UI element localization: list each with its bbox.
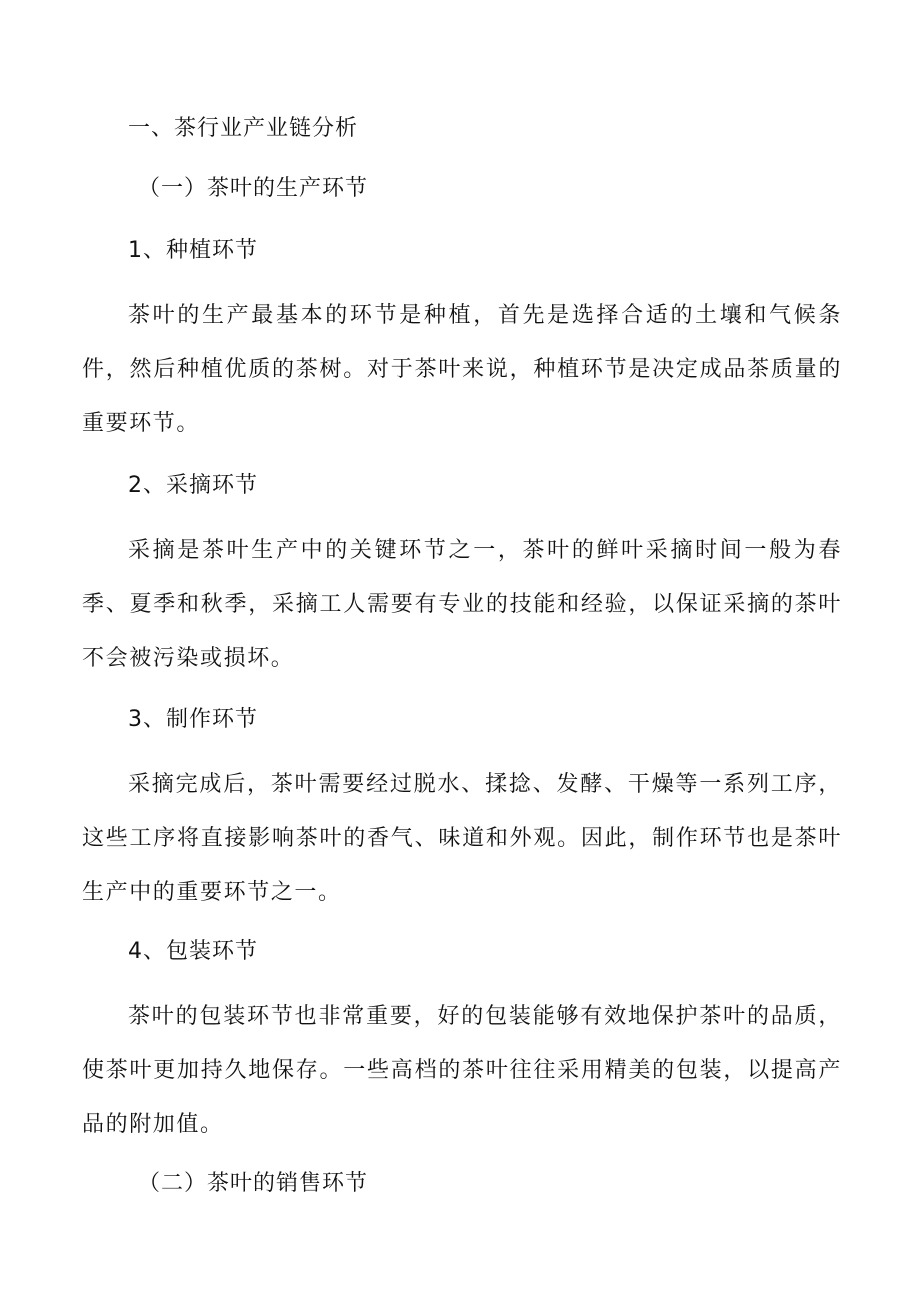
paragraph-picking: 采摘是茶叶生产中的关键环节之一，茶叶的鲜叶采摘时间一般为春季、夏季和秋季，采摘工人需要有专业的技能和经验，以保证采摘的茶叶不会被污染或损坏。 — [82, 538, 842, 671]
subheading-planting: 1、种植环节 — [128, 238, 258, 263]
paragraph-packaging: 茶叶的包装环节也非常重要，好的包装能够有效地保护茶叶的品质，使茶叶更加持久地保存。一些高档的茶叶往往采用精美的包装，以提高产品的附加值。 — [82, 1004, 842, 1137]
section-title-production: （一）茶叶的生产环节 — [138, 176, 369, 201]
paragraph-planting: 茶叶的生产最基本的环节是种植，首先是选择合适的土壤和气候条件，然后种植优质的茶树。对于茶叶来说，种植环节是决定成品茶质量的重要环节。 — [82, 303, 842, 436]
subheading-processing: 3、制作环节 — [128, 707, 258, 732]
subheading-packaging: 4、包装环节 — [128, 939, 258, 964]
paragraph-processing: 采摘完成后，茶叶需要经过脱水、揉捻、发酵、干燥等一系列工序，这些工序将直接影响茶叶的香气、味道和外观。因此，制作环节也是茶叶生产中的重要环节之一。 — [82, 772, 842, 905]
section-title-sales: （二）茶叶的销售环节 — [138, 1171, 369, 1196]
main-heading: 一、茶行业产业链分析 — [128, 116, 359, 141]
subheading-picking: 2、采摘环节 — [128, 473, 258, 498]
